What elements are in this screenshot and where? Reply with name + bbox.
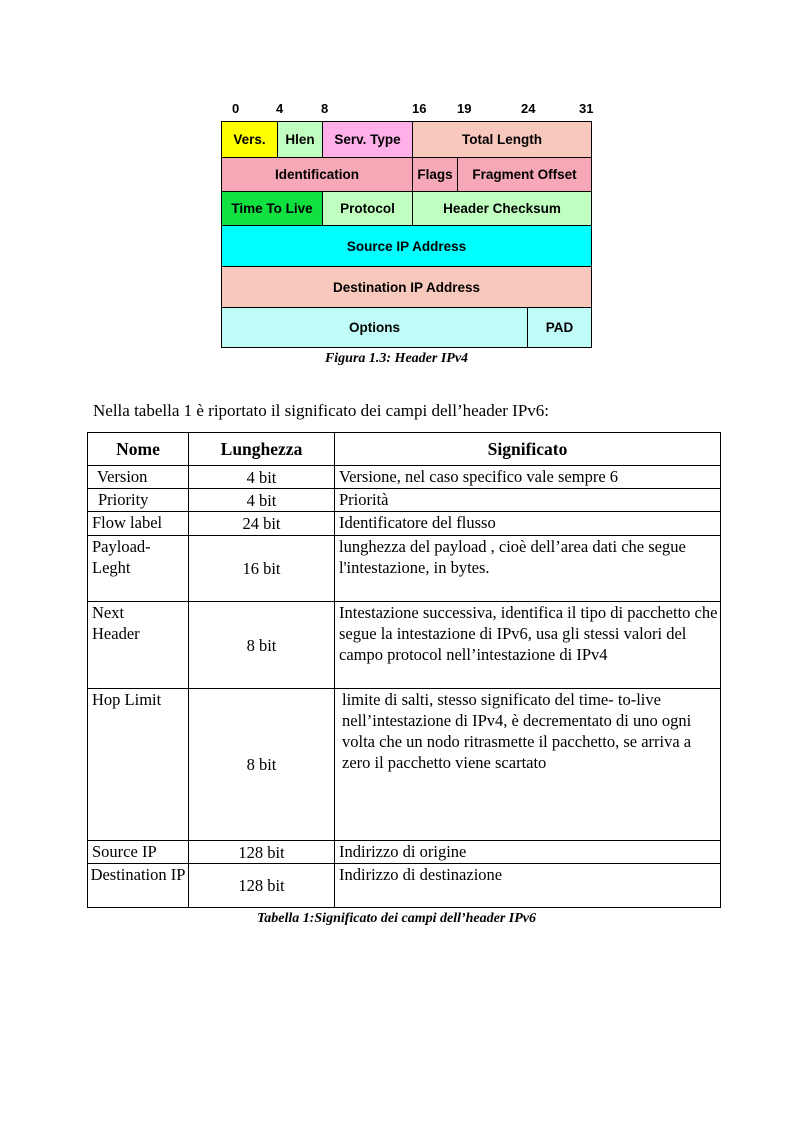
bit-label-0: 0: [232, 101, 240, 116]
field-options: Options: [222, 308, 528, 347]
field-source-ip: Source IP Address: [222, 226, 591, 267]
header-name: Nome: [88, 433, 189, 466]
field-protocol: Protocol: [323, 192, 413, 226]
row-meaning: Identificatore del flusso: [335, 512, 721, 536]
row-length: 128 bit: [189, 864, 335, 908]
bit-label-31: 31: [579, 101, 594, 116]
row-meaning: Intestazione successiva, identifica il tipo di pacchetto che segue la intestazione di IPv6, usa gli stessi valori del campo protocol nell’intestazione di IPv4: [335, 602, 721, 689]
table-caption: Tabella 1:Significato dei campi dell’header IPv6: [256, 911, 537, 926]
row-length: 4 bit: [189, 466, 335, 489]
table-row: [88, 512, 721, 536]
row-meaning: Priorità: [335, 489, 721, 512]
row-name: Next Header: [88, 602, 189, 689]
row-meaning: Versione, nel caso specifico vale sempre 6: [335, 466, 721, 489]
figure-caption: Figura 1.3: Header IPv4: [324, 351, 469, 366]
row-name: Hop Limit: [88, 689, 189, 841]
row-name: Flow label: [88, 512, 189, 536]
table-row: [88, 841, 721, 864]
field-hlen: Hlen: [278, 122, 323, 158]
field-total-length: Total Length: [413, 122, 591, 158]
field-header-checksum: Header Checksum: [413, 192, 591, 226]
bit-label-4: 4: [276, 101, 284, 116]
field-flags: Flags: [413, 158, 458, 192]
bit-label-8: 8: [321, 101, 329, 116]
ipv6-fields-table: [87, 432, 721, 908]
table-row: [88, 536, 721, 602]
row-name: Priority: [88, 489, 189, 512]
intro-paragraph: Nella tabella 1 è riportato il significato dei campi dell’header IPv6:: [93, 401, 550, 420]
table-header-row: [88, 433, 721, 466]
table-row: [88, 864, 721, 908]
row-length: 8 bit: [189, 689, 335, 841]
row-name: Source IP: [88, 841, 189, 864]
field-pad: PAD: [528, 308, 591, 347]
row-length: 8 bit: [189, 602, 335, 689]
row-meaning: Indirizzo di destinazione: [335, 864, 721, 908]
row-name: Version: [88, 466, 189, 489]
field-service-type: Serv. Type: [323, 122, 413, 158]
row-length: 24 bit: [189, 512, 335, 536]
row-meaning: Indirizzo di origine: [335, 841, 721, 864]
field-fragment-offset: Fragment Offset: [458, 158, 591, 192]
table-row: [88, 689, 721, 841]
row-name: Destination IP: [88, 864, 189, 908]
field-destination-ip: Destination IP Address: [222, 267, 591, 308]
field-identification: Identification: [222, 158, 413, 192]
table-row: [88, 602, 721, 689]
row-meaning: lunghezza del payload , cioè dell’area dati che segue l'intestazione, in bytes.: [335, 536, 721, 602]
field-version: Vers.: [222, 122, 278, 158]
field-time-to-live: Time To Live: [222, 192, 323, 226]
row-meaning: limite di salti, stesso significato del time- to-live nell’intestazione di IPv4, è decrementato di uno ogni volta che un nodo ritrasmette il pacchetto, se arriva a zero il pacchetto viene scartato: [335, 689, 721, 841]
row-length: 4 bit: [189, 489, 335, 512]
table-row: [88, 466, 721, 489]
bit-label-19: 19: [457, 101, 472, 116]
row-length: 128 bit: [189, 841, 335, 864]
header-length: Lunghezza: [189, 433, 335, 466]
bit-label-24: 24: [521, 101, 536, 116]
row-name: Payload-Leght: [88, 536, 189, 602]
header-meaning: Significato: [335, 433, 721, 466]
ipv4-header-diagram: [221, 121, 592, 348]
row-length: 16 bit: [189, 536, 335, 602]
bit-label-16: 16: [412, 101, 427, 116]
table-row: [88, 489, 721, 512]
